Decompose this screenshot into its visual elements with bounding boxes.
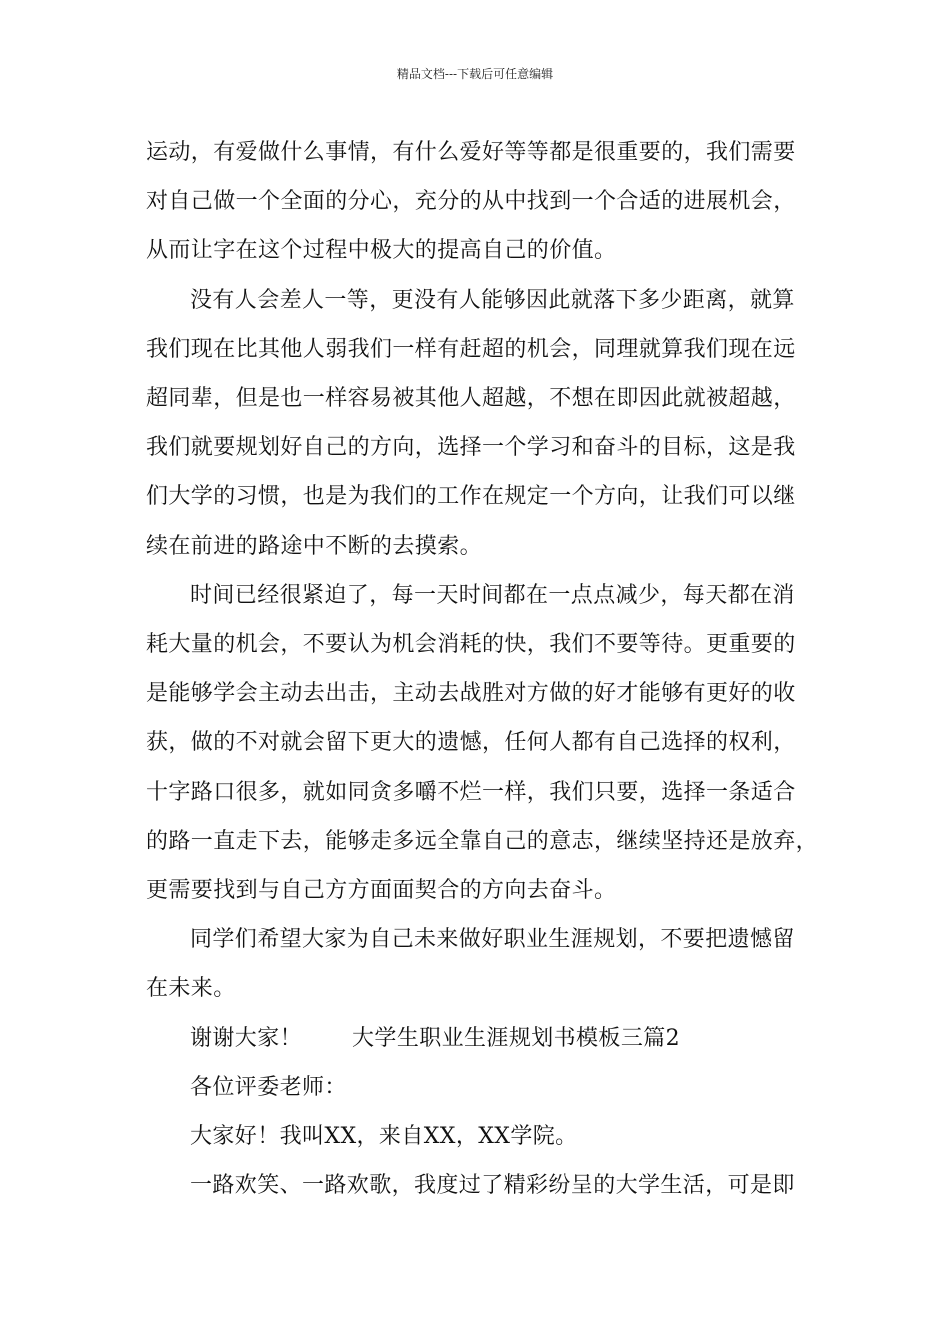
- salutation-text: 各位评委老师：: [190, 1074, 347, 1100]
- paragraph-line: 时间已经很紧迫了，每一天时间都在一点点减少，每天都在消: [190, 582, 795, 608]
- paragraph-line: 对自己做一个全面的分心，充分的从中找到一个合适的进展机会，: [146, 189, 796, 215]
- document-body: [146, 128, 819, 1210]
- paragraph-line: 我们就要规划好自己的方向，选择一个学习和奋斗的目标，这是我: [146, 435, 796, 461]
- paragraph-3: [146, 571, 819, 915]
- paragraph-line: 我们现在比其他人弱我们一样有赶超的机会，同理就算我们现在远: [146, 336, 796, 362]
- opening-line: [146, 1161, 810, 1210]
- paragraph-line: 超同辈，但是也一样容易被其他人超越，不想在即因此就被超越，: [146, 386, 796, 412]
- paragraph-line: 从而让字在这个过程中极大的提高自己的价值。: [146, 238, 617, 264]
- greeting-line: [146, 1112, 810, 1161]
- paragraph-line: 没有人会差人一等，更没有人能够因此就落下多少距离，就算: [190, 287, 795, 313]
- paragraph-line: 同学们希望大家为自己未来做好职业生涯规划，不要把遗憾留: [190, 927, 795, 953]
- paragraph-line: 耗大量的机会，不要认为机会消耗的快，我们不要等待。更重要的: [146, 632, 796, 658]
- paragraph-line: 运动，有爱做什么事情，有什么爱好等等都是很重要的，我们需要: [146, 140, 796, 165]
- opening-text: 一路欢笑、一路欢歌，我度过了精彩纷呈的大学生活，可是即: [190, 1173, 795, 1199]
- paragraph-4: [146, 915, 810, 1013]
- paragraph-line: 们大学的习惯，也是为我们的工作在规定一个方向，让我们可以继: [146, 484, 796, 510]
- paragraph-line: 获，做的不对就会留下更大的遗憾，任何人都有自己选择的权利，: [146, 730, 796, 756]
- paragraph-line: 更需要找到与自己方方面面契合的方向去奋斗。: [146, 878, 617, 904]
- greeting-text: 大家好！我叫XX，来自XX，XX学院。: [190, 1124, 578, 1150]
- salutation-line: [146, 1063, 810, 1112]
- paragraph-line: 续在前进的路途中不断的去摸索。: [146, 533, 483, 559]
- paragraph-line: 十字路口很多，就如同贪多嚼不烂一样，我们只要，选择一条适合: [146, 779, 796, 805]
- closing-row: [146, 1014, 810, 1063]
- paragraph-line: 的路一直走下去，能够走多远全靠自己的意志，继续坚持还是放弃，: [146, 828, 819, 854]
- page-header: 精品文档---下载后可任意编辑: [396, 67, 554, 81]
- section-title: 大学生职业生涯规划书模板三篇2: [352, 1025, 681, 1051]
- paragraph-line: 在未来。: [146, 976, 236, 1002]
- thanks-text: 谢谢大家！: [190, 1025, 303, 1051]
- paragraph-1: [146, 128, 810, 276]
- paragraph-line: 是能够学会主动去出击，主动去战胜对方做的好才能够有更好的收: [146, 681, 796, 707]
- paragraph-2: [146, 276, 810, 571]
